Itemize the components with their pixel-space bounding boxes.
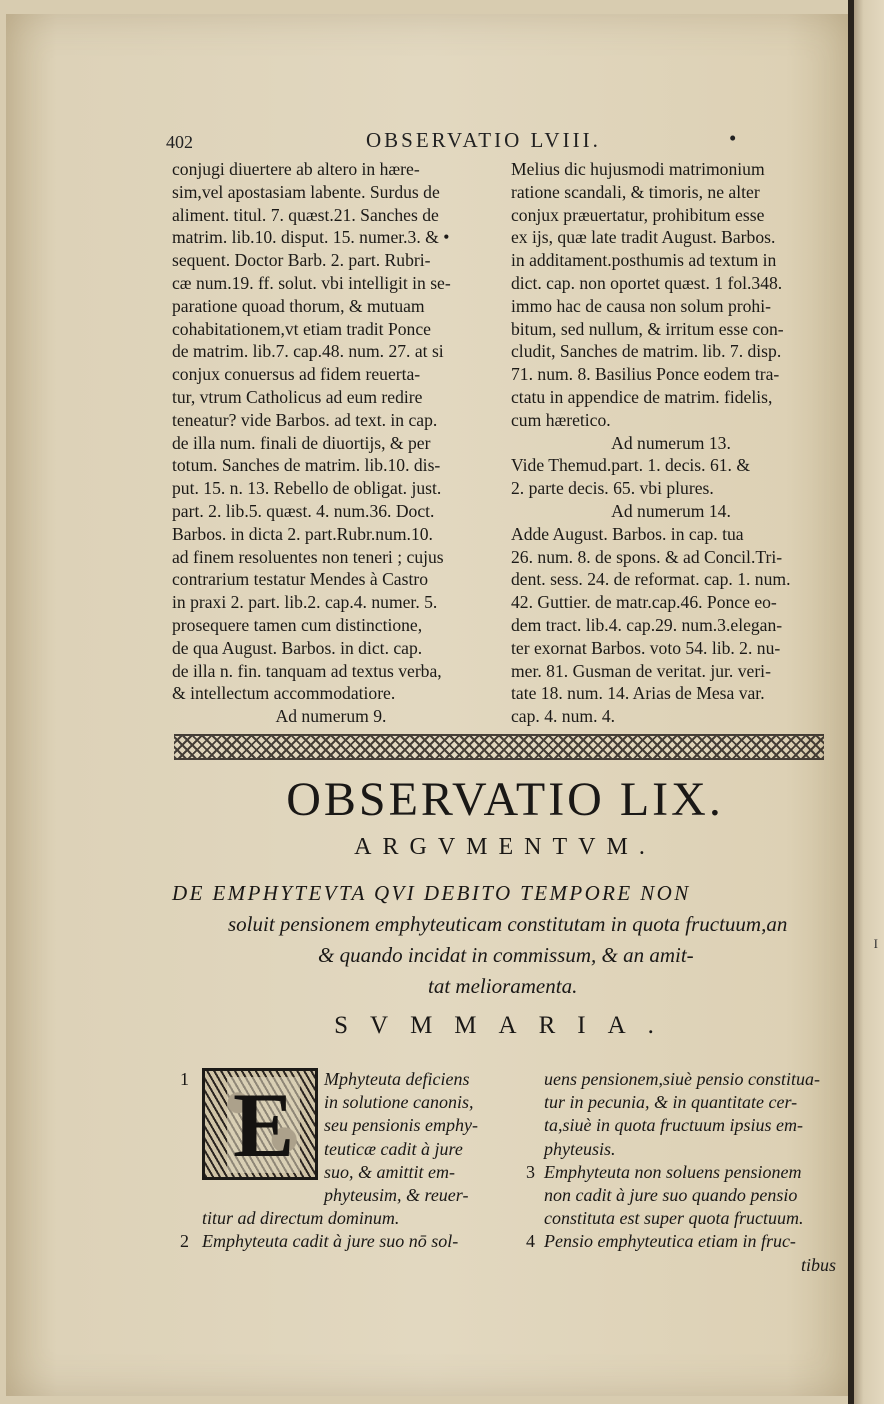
- summary-number: 1: [180, 1069, 189, 1089]
- summaria-heading: SVMMARIA.: [334, 1012, 676, 1039]
- summary-text: in solutione canonis,: [324, 1092, 474, 1113]
- section-subheading: Ad numerum 9.: [275, 706, 387, 727]
- argumentum-line: DE EMPHYTEVTA QVI DEBITO TEMPORE NON: [172, 881, 691, 905]
- body-line: ad finem resoluentes non teneri ; cujus: [172, 546, 444, 567]
- body-line: totum. Sanches de matrim. lib.10. dis-: [172, 455, 441, 476]
- summary-number: 3: [526, 1161, 535, 1182]
- argumentum-text: [172, 878, 832, 1002]
- summary-line: [526, 1184, 836, 1207]
- observatio-heading: OBSERVATIO LIX.: [286, 773, 724, 826]
- summary-text: phyteusim, & reuer-: [324, 1184, 469, 1205]
- summary-line: [526, 1207, 836, 1230]
- body-line: Barbos. in dicta 2. part.Rubr.num.10.: [172, 523, 433, 544]
- body-line: cap. 4. num. 4.: [511, 706, 616, 727]
- body-line: Adde August. Barbos. in cap. tua: [511, 523, 744, 544]
- header-dot: •: [729, 126, 737, 150]
- body-line: de qua August. Barbos. in dict. cap.: [172, 637, 423, 658]
- body-line: conjugi diuertere ab altero in hære-: [172, 159, 420, 179]
- page-number: 402: [166, 132, 193, 152]
- body-line: tate 18. num. 14. Arias de Mesa var.: [511, 683, 765, 704]
- summary-text: suo, & amittit em-: [324, 1161, 455, 1182]
- body-line: Vide Themud.part. 1. decis. 61. &: [511, 455, 751, 476]
- summary-line: [180, 1230, 520, 1253]
- summary-text: tibus: [800, 1254, 836, 1275]
- summary-line: [180, 1068, 520, 1091]
- body-line: in praxi 2. part. lib.2. cap.4. numer. 5.: [172, 592, 438, 613]
- body-line: ratione scandali, & timoris, ne alter: [511, 181, 760, 202]
- body-line: de matrim. lib.7. cap.48. num. 27. at si: [172, 341, 444, 362]
- body-line: tur, vtrum Catholicus ad eum redire: [172, 386, 423, 407]
- body-line: matrim. lib.10. disput. 15. numer.3. & •: [172, 227, 450, 248]
- summary-number: 2: [180, 1231, 189, 1252]
- summary-text: ta,siuè in quota fructuum ipsius em-: [544, 1115, 803, 1136]
- body-line: de illa n. fin. tanquam ad textus verba,: [172, 660, 442, 681]
- body-line: conjux conuersus ad fidem reuerta-: [172, 364, 421, 385]
- body-line: sequent. Doctor Barb. 2. part. Rubri-: [172, 250, 431, 271]
- body-line: put. 15. n. 13. Rebello de obligat. just.: [172, 478, 442, 499]
- argumentum-line: tat melioramenta.: [428, 974, 578, 998]
- decorative-border: [174, 734, 824, 760]
- summary-line: [526, 1068, 836, 1091]
- body-line: teneatur? vide Barbos. ad text. in cap.: [172, 409, 438, 430]
- summary-text: Pensio emphyteutica etiam in fruc-: [544, 1231, 796, 1252]
- running-title: OBSERVATIO LVIII.: [366, 128, 601, 152]
- body-line: cum hæretico.: [511, 409, 611, 430]
- initial-letter: E: [227, 1077, 300, 1173]
- body-line: immo hac de causa non solum prohi-: [511, 295, 771, 316]
- summaria-right: [526, 1068, 836, 1277]
- body-line: dict. cap. non oportet quæst. 1 fol.348.: [511, 272, 783, 293]
- summary-text: Emphyteuta non soluens pensionem: [544, 1161, 802, 1182]
- summary-text: Emphyteuta cadit à jure suo nō sol-: [202, 1231, 459, 1252]
- summary-line: [180, 1184, 520, 1207]
- summary-text: tur in pecunia, & in quantitate cer-: [544, 1092, 798, 1113]
- body-line: cohabitationem,vt etiam tradit Ponce: [172, 318, 431, 339]
- summary-text: phyteusis.: [544, 1138, 616, 1159]
- summary-number: 4: [526, 1231, 535, 1252]
- summary-text: seu pensionis emphy-: [324, 1115, 478, 1136]
- body-line: cæ num.19. ff. solut. vbi intelligit in se-: [172, 272, 451, 293]
- body-line: dent. sess. 24. de reformat. cap. 1. num.: [511, 569, 791, 590]
- summaria-left: [180, 1068, 520, 1254]
- body-line: part. 2. lib.5. quæst. 4. num.36. Doct.: [172, 500, 435, 521]
- section-subheading: Ad numerum 14.: [611, 500, 731, 521]
- body-line: 26. num. 8. de spons. & ad Concil.Tri-: [511, 546, 783, 567]
- left-column: [172, 158, 490, 728]
- body-line: de illa num. finali de diuortijs, & per: [172, 432, 431, 453]
- summary-line: [526, 1138, 836, 1161]
- body-line: ex ijs, quæ late tradit August. Barbos.: [511, 227, 776, 248]
- summary-line: [180, 1161, 520, 1184]
- body-line: dem tract. lib.4. cap.29. num.3.elegan-: [511, 614, 783, 635]
- body-line: Melius dic hujusmodi matrimonium: [511, 159, 765, 179]
- summary-line: [526, 1161, 836, 1184]
- summary-line: [180, 1138, 520, 1161]
- body-line: ctatu in appendice de matrim. fidelis,: [511, 386, 773, 407]
- body-line: cludit, Sanches de matrim. lib. 7. disp.: [511, 341, 782, 362]
- body-line: 42. Guttier. de matr.cap.46. Ponce eo-: [511, 592, 777, 613]
- section-subheading: Ad numerum 13.: [611, 432, 731, 453]
- body-line: in additament.posthumis ad textum in: [511, 250, 777, 271]
- running-header: [166, 128, 826, 154]
- body-line: conjux præuertatur, prohibitum esse: [511, 204, 765, 225]
- body-line: prosequere tamen cum distinctione,: [172, 614, 423, 635]
- gutter-mark: I: [873, 936, 878, 951]
- body-line: paratione quoad thorum, & mutuam: [172, 295, 425, 316]
- summary-line: [526, 1091, 836, 1114]
- summary-text: uens pensionem,siuè pensio constitua-: [544, 1069, 820, 1089]
- right-column: [511, 158, 831, 728]
- body-line: 71. num. 8. Basilius Ponce eodem tra-: [511, 364, 780, 385]
- summary-line: [526, 1114, 836, 1137]
- body-line: & intellectum accommodatiore.: [172, 683, 396, 704]
- body-line: bitum, sed nullum, & irritum esse con-: [511, 318, 784, 339]
- summary-text: constituta est super quota fructuum.: [544, 1208, 804, 1229]
- summary-line: [526, 1230, 836, 1253]
- body-line: aliment. titul. 7. quæst.21. Sanches de: [172, 204, 439, 225]
- argumentum-heading: ARGVMENTVM.: [354, 834, 656, 860]
- summary-line: [526, 1254, 836, 1277]
- body-line: ter exornat Barbos. voto 54. lib. 2. nu-: [511, 637, 781, 658]
- summary-line: [180, 1207, 520, 1230]
- summary-text: non cadit à jure suo quando pensio: [544, 1184, 798, 1205]
- summary-text: titur ad directum dominum.: [202, 1208, 400, 1229]
- body-line: mer. 81. Gusman de veritat. jur. veri-: [511, 660, 771, 681]
- argumentum-line: & quando incidat in commissum, & an amit-: [318, 943, 694, 967]
- binding-shadow: [848, 0, 854, 1404]
- summary-line: [180, 1114, 520, 1137]
- argumentum-line: soluit pensionem emphyteuticam constitutam in quota fructuum,an: [228, 912, 788, 936]
- body-line: 2. parte decis. 65. vbi plures.: [511, 478, 714, 499]
- summary-text: teuticæ cadit à jure: [324, 1138, 463, 1159]
- summary-line: [180, 1091, 520, 1114]
- facing-page-edge: [850, 0, 884, 1404]
- body-line: sim,vel apostasiam labente. Surdus de: [172, 181, 440, 202]
- body-line: contrarium testatur Mendes à Castro: [172, 569, 429, 590]
- summary-text: Mphyteuta deficiens: [324, 1069, 470, 1089]
